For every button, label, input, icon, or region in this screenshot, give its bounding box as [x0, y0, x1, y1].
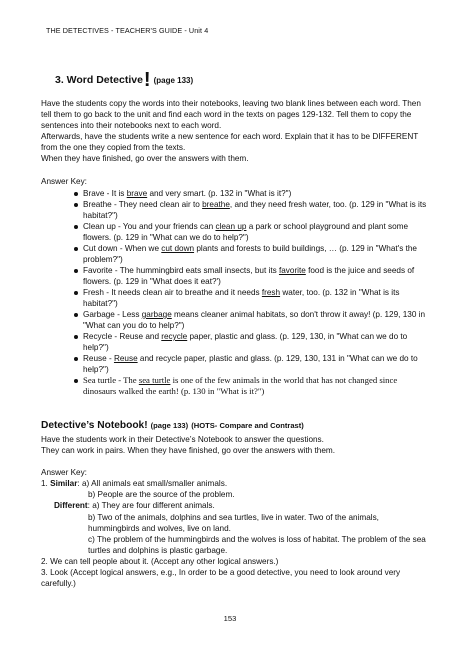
bullet-icon — [74, 379, 78, 383]
underlined-word: cut down — [161, 244, 195, 253]
answer-different-c: c) The problem of the hummingbirds and the wolves is loss of habitat. The problem of the sea turtles and dolphins is plastic garbage. — [88, 534, 426, 555]
underlined-word: recycle — [161, 332, 188, 341]
instruction-paragraph: They can work in pairs. When they have finished, go over the answers with them. — [41, 446, 335, 456]
underlined-word: breathe — [202, 200, 230, 209]
underlined-word: favorite — [278, 266, 306, 275]
word-detective-instructions — [41, 98, 425, 187]
list-item: Breathe - They need clean air to breathe, and they need fresh water, too. (p. 129 in "What is its habitat?") — [41, 199, 431, 221]
bullet-icon — [74, 291, 78, 295]
answer-key-label: Answer Key: — [41, 468, 87, 478]
section-page-ref: (page 133) — [153, 76, 194, 85]
bullet-icon — [74, 225, 78, 229]
bullet-icon — [74, 313, 78, 317]
list-item: Fresh - It needs clean air to breathe and it needs fresh water, too. (p. 132 in "What is its habitat?") — [41, 287, 431, 309]
underlined-word: brave — [126, 189, 148, 198]
list-item: Recycle - Reuse and recycle paper, plastic and glass. (p. 129, 130, in "What can we do to help?") — [41, 331, 431, 353]
instruction-paragraph: Have the students copy the words into their notebooks, leaving two blank lines between each word. Then tell them to go back to the unit and find each word in the texts on pages 129-132. Tell them to copy the sentences into their notebooks next to each word. — [41, 99, 421, 131]
list-item: Brave - It is brave and very smart. (p. 132 in "What is it?") — [41, 188, 431, 199]
underlined-word: sea turtle — [138, 375, 171, 385]
answer-similar-b: b) People are the source of the problem. — [88, 490, 235, 500]
answer-similar-a: 1. Similar: a) All animals eat small/smaller animals. — [41, 479, 228, 489]
section-title-word-detective — [55, 66, 193, 89]
instruction-paragraph: When they have finished, go over the answers with them. — [41, 154, 249, 164]
bullet-icon — [74, 357, 78, 361]
similar-label: Similar — [50, 479, 78, 489]
list-item: Cut down - When we cut down plants and forests to build buildings, … (p. 129 in "What's the problem?") — [41, 243, 431, 265]
answer-different-a: Different: a) They are four different animals. — [54, 501, 215, 511]
exclamation-mark: ! — [143, 69, 151, 91]
answer-key-list — [41, 188, 431, 397]
page-number: 153 — [223, 614, 237, 623]
answer-3: 3. Look (Accept logical answers, e.g., In order to be a good detective, you need to look around very carefully.) — [41, 568, 401, 589]
bullet-icon — [74, 247, 78, 251]
bullet-icon — [74, 269, 78, 273]
hots-tag: (HOTS- Compare and Contrast) — [191, 421, 304, 430]
underlined-word: clean up — [215, 222, 247, 231]
list-item: Garbage - Less garbage means cleaner animal habitats, so don't throw it away! (p. 129, 130 in "What can you do to help?") — [41, 309, 431, 331]
instruction-paragraph: Have the students work in their Detective’s Notebook to answer the questions. — [41, 435, 324, 444]
underlined-word: fresh — [261, 288, 281, 297]
section-title-text: 3. Word Detective — [55, 74, 143, 86]
list-item: Reuse - Reuse and recycle paper, plastic and glass. (p. 129, 130, 131 in "What can we do to help?") — [41, 353, 431, 375]
section-title-text: Detective’s Notebook! — [41, 420, 148, 431]
answer-2: 2. We can tell people about it. (Accept any other logical answers.) — [41, 556, 279, 566]
instruction-paragraph: Afterwards, have the students write a new sentence for each word. Explain that it has to be DIFFERENT from the one they copied from the texts. — [41, 132, 419, 153]
bullet-icon — [74, 203, 78, 207]
list-item: Favorite - The hummingbird eats small insects, but its favorite food is the juice and seeds of flowers. (p. 129 in "What does it eat?') — [41, 265, 431, 287]
underlined-word: garbage — [141, 310, 172, 319]
underlined-word: Reuse — [113, 354, 138, 363]
answer-different-b: b) Two of the animals, dolphins and sea turtles, live in water. Two of the animals, hummingbirds and wolves, live on land. — [88, 512, 379, 533]
list-item: Sea turtle - The sea turtle is one of the few animals in the world that has not changed since dinosaurs walked the earth! (p. 130 in "What is it?") — [41, 375, 431, 397]
running-header: THE DETECTIVES - TEACHER'S GUIDE - Unit 4 — [46, 26, 209, 35]
bullet-icon — [74, 335, 78, 339]
section-page-ref: (page 133) — [150, 421, 189, 430]
list-item: Clean up - You and your friends can clean up a park or school playground and plant some flowers. (p. 129 in "What can we do to help?") — [41, 221, 431, 243]
different-label: Different — [54, 501, 88, 511]
answer-key-label: Answer Key: — [41, 176, 87, 186]
section-title-detectives-notebook — [41, 420, 304, 431]
bullet-icon — [74, 192, 78, 196]
notebook-section — [41, 434, 431, 589]
